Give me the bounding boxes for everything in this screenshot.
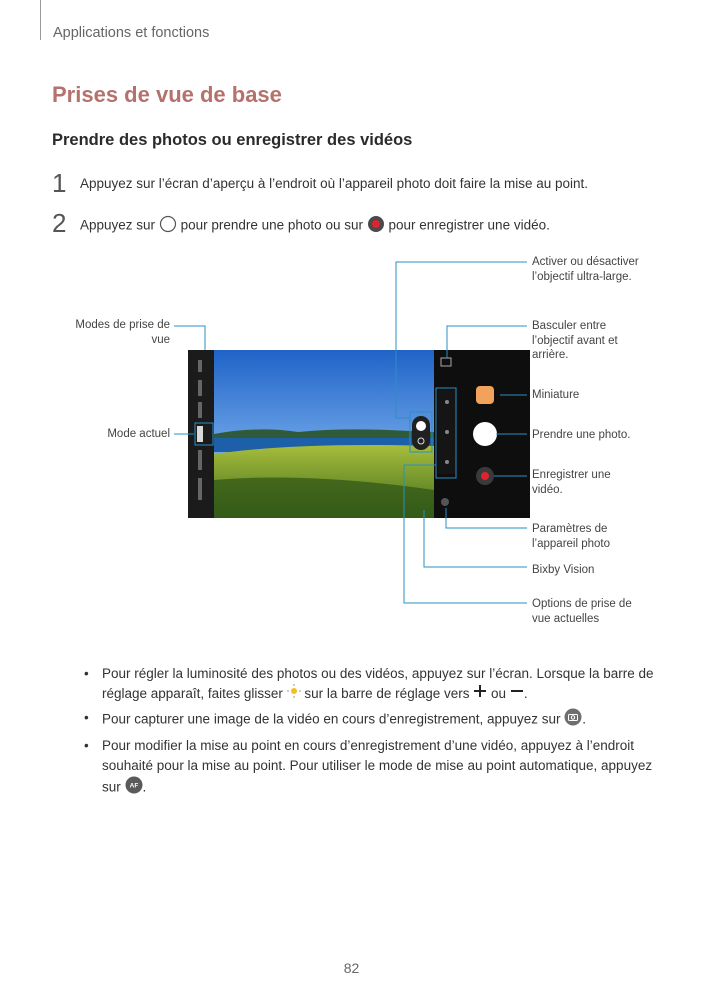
running-header: Applications et fonctions: [53, 25, 210, 41]
note-text: .: [523, 686, 528, 701]
page-number: 82: [343, 960, 360, 976]
callout-thumbnail: Miniature: [532, 389, 580, 401]
bullet: •: [84, 710, 89, 726]
callout-take-photo: Prendre une photo.: [532, 429, 631, 441]
autofocus-icon: [125, 776, 143, 800]
callout-modes: Modes de prise de vue: [75, 319, 170, 346]
note-text: Pour capturer une image de la vidéo en cours d’enregistrement, appuyez sur: [102, 712, 561, 727]
note-brightness: [84, 664, 654, 704]
note-focus: [84, 736, 654, 800]
minus-icon: [510, 684, 524, 704]
note-text: .: [142, 780, 147, 795]
note-capture: [84, 708, 654, 732]
note-text: ou: [491, 686, 507, 701]
bullet: •: [84, 666, 89, 681]
callout-current-mode: Mode actuel: [107, 428, 170, 440]
step-2-text-before: Appuyez sur: [80, 217, 156, 233]
note-text: sur la barre de réglage vers: [304, 686, 470, 701]
callout-switch: Basculer entre l’objectif avant et arrière.: [532, 320, 618, 361]
subsection-title: Prendre des photos ou enregistrer des vidéos: [52, 131, 413, 149]
brightness-icon: [287, 684, 301, 704]
step-2-text-middle: pour prendre une photo ou sur: [180, 217, 363, 233]
callout-record: Enregistrer une vidéo.: [532, 469, 611, 496]
af-label: AF: [129, 782, 138, 790]
note-text: Pour régler la luminosité des photos ou des vidéos, appuyez sur l’écran. Lorsque la barre de réglage apparaît, faites glisser: [102, 666, 654, 701]
step-2-number: 2: [52, 208, 67, 238]
section-title: Prises de vue de base: [52, 82, 282, 107]
step-1-text: Appuyez sur l’écran d’aperçu à l’endroit où l’appareil photo doit faire la mise au point.: [80, 176, 589, 191]
plus-icon: [473, 684, 487, 704]
step-2-text-after: pour enregistrer une vidéo.: [388, 217, 550, 233]
callout-bixby: Bixby Vision: [532, 564, 595, 576]
notes-list: [84, 664, 654, 804]
callout-options: Options de prise de vue actuelles: [532, 598, 632, 625]
camera-capture-icon: [564, 708, 582, 732]
note-text: .: [582, 712, 587, 727]
callout-ultrawide: Activer ou désactiver l’objectif ultra-large.: [532, 256, 639, 283]
callout-settings: Paramètres de l’appareil photo: [532, 523, 611, 550]
step-1-number: 1: [52, 168, 67, 198]
bullet: •: [84, 738, 89, 754]
note-text: Pour modifier la mise au point en cours d’enregistrement d’une vidéo, appuyez à l’endroit souhaité pour la mise au point. Pour utiliser le mode de mise au point automatique, appuyez sur: [102, 738, 653, 795]
